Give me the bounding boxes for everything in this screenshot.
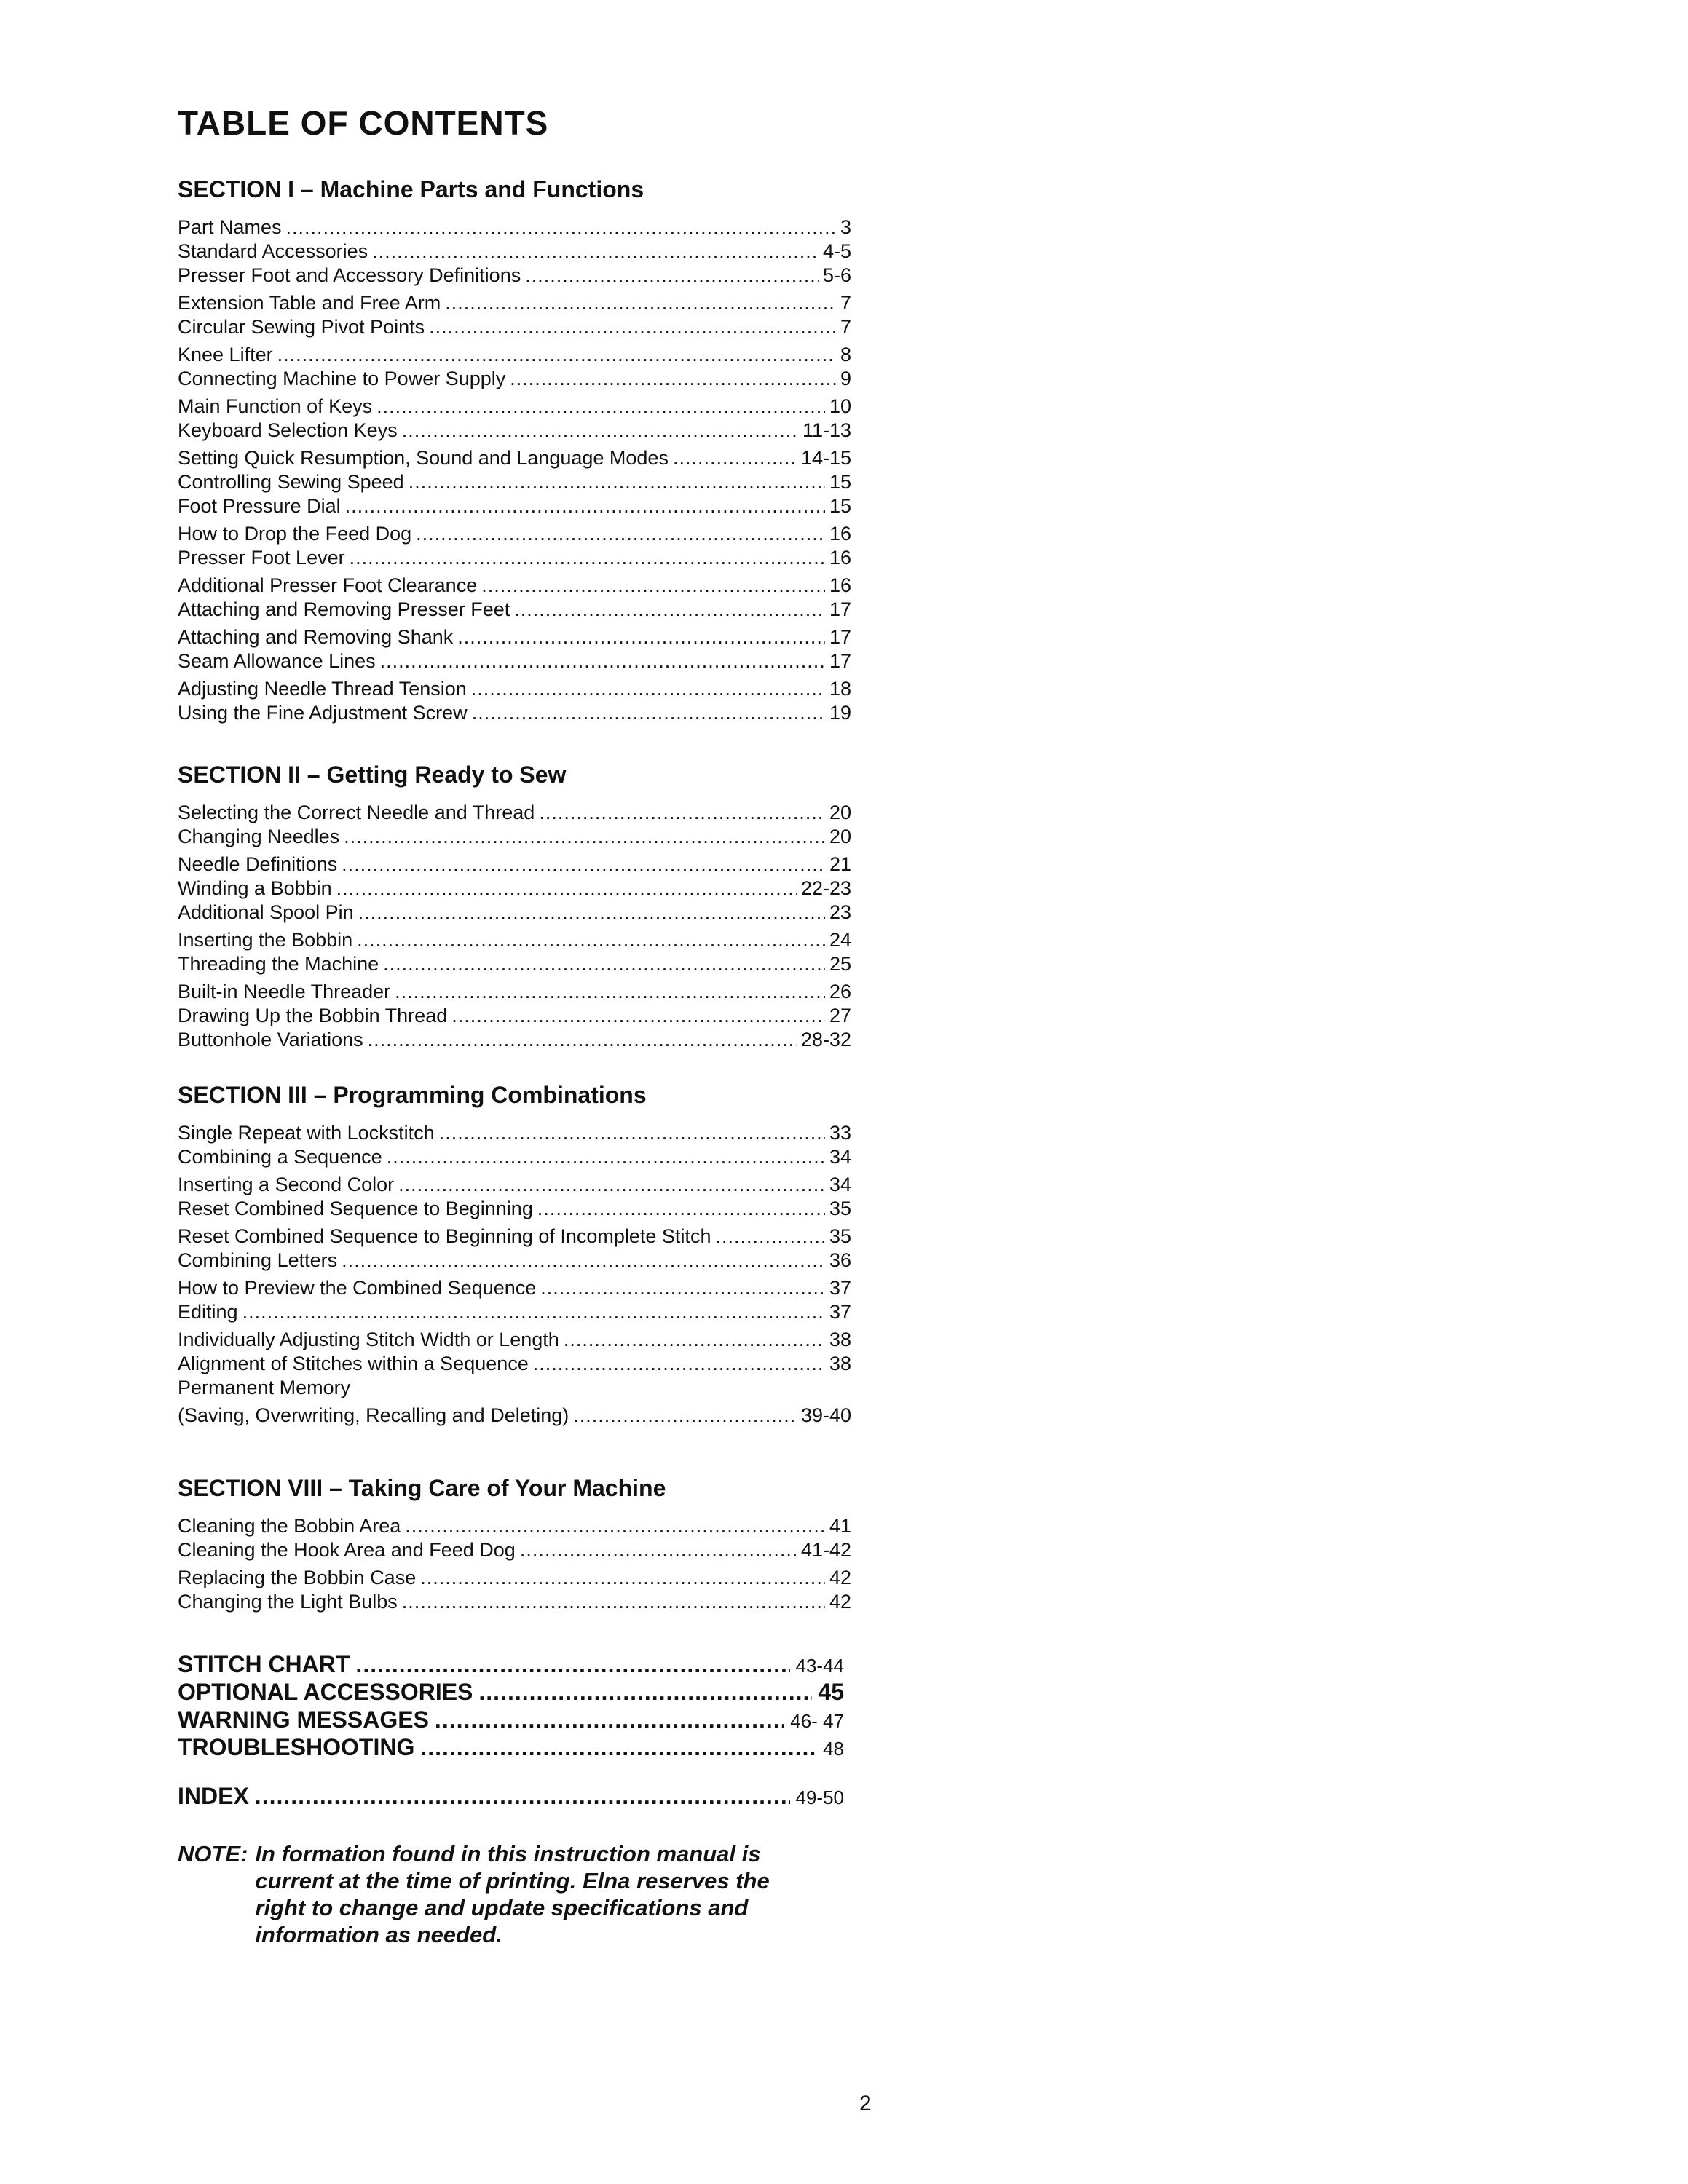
entry-label: Cleaning the Bobbin Area xyxy=(178,1515,401,1537)
entry-page: 41-42 xyxy=(800,1539,851,1561)
toc-entry[interactable] xyxy=(178,1352,851,1376)
entry-page: 16 xyxy=(829,547,851,569)
leader-dots xyxy=(277,343,836,367)
entry-page: 18 xyxy=(829,678,851,700)
toc-entry[interactable] xyxy=(178,1566,851,1590)
entry-page: 37 xyxy=(829,1301,851,1323)
leader-dots xyxy=(345,494,825,518)
entry-label: Replacing the Bobbin Case xyxy=(178,1567,417,1588)
entry-label: Threading the Machine xyxy=(178,953,379,975)
entry-page: 33 xyxy=(829,1122,851,1144)
toc-entry[interactable] xyxy=(178,1224,851,1249)
toc-entry[interactable] xyxy=(178,395,851,419)
leader-dots xyxy=(510,367,836,391)
toc-entry[interactable] xyxy=(178,1121,851,1145)
entry-label: How to Drop the Feed Dog xyxy=(178,523,412,545)
toc-entry[interactable] xyxy=(178,1173,851,1197)
entry-label: Standard Accessories xyxy=(178,240,368,262)
toc-entry[interactable] xyxy=(178,1404,851,1428)
entry-label: Changing Needles xyxy=(178,826,340,847)
toc-entry[interactable] xyxy=(178,877,851,901)
toc-entry[interactable] xyxy=(178,291,851,315)
leader-dots xyxy=(344,825,825,849)
entry-page: 35 xyxy=(829,1225,851,1247)
toc-entry-warning-messages[interactable] xyxy=(178,1706,844,1733)
toc-entry[interactable] xyxy=(178,315,851,339)
entry-label: Extension Table and Free Arm xyxy=(178,292,441,314)
entry-page: 7 xyxy=(840,292,851,314)
leader-dots xyxy=(429,315,836,339)
leader-dots xyxy=(445,291,836,315)
entry-label: (Saving, Overwriting, Recalling and Deleting) xyxy=(178,1404,569,1426)
entry-page: 42 xyxy=(829,1591,851,1613)
leader-dots xyxy=(481,574,825,598)
entry-page: 41 xyxy=(829,1515,851,1537)
leader-dots xyxy=(540,1276,825,1300)
leader-dots xyxy=(395,980,825,1004)
entry-label: Connecting Machine to Power Supply xyxy=(178,368,506,389)
toc-entry[interactable] xyxy=(178,649,851,673)
entry-label: Selecting the Correct Needle and Thread xyxy=(178,802,535,823)
leader-dots xyxy=(472,701,825,725)
entry-page: 11-13 xyxy=(802,419,851,441)
leader-dots xyxy=(416,522,825,546)
entry-label: Permanent Memory xyxy=(178,1377,351,1398)
leader-dots xyxy=(387,1145,825,1169)
toc-entry[interactable] xyxy=(178,1249,851,1273)
entry-label: Drawing Up the Bobbin Thread xyxy=(178,1005,448,1026)
entry-page: 8 xyxy=(840,344,851,365)
toc-entry[interactable] xyxy=(178,852,851,877)
leader-dots xyxy=(537,1197,825,1221)
entry-label: OPTIONAL ACCESSORIES xyxy=(178,1679,473,1705)
entry-label: STITCH CHART xyxy=(178,1651,350,1677)
entry-label: Single Repeat with Lockstitch xyxy=(178,1122,435,1144)
entry-label: Individually Adjusting Stitch Width or Length xyxy=(178,1329,559,1350)
entry-label: Additional Spool Pin xyxy=(178,901,354,923)
entry-page: 4-5 xyxy=(822,240,851,262)
entry-page: 15 xyxy=(829,495,851,517)
entry-label: Controlling Sewing Speed xyxy=(178,471,404,493)
entry-page: 45 xyxy=(818,1679,844,1705)
entry-page: 39-40 xyxy=(800,1404,851,1426)
toc-entry[interactable] xyxy=(178,1514,851,1538)
entry-label: WARNING MESSAGES xyxy=(178,1706,429,1733)
entry-page: 14-15 xyxy=(800,447,851,469)
entry-page: 38 xyxy=(829,1353,851,1374)
toc-entry[interactable] xyxy=(178,928,851,952)
entry-page: 19 xyxy=(829,702,851,724)
entry-label: Foot Pressure Dial xyxy=(178,495,341,517)
entry-page: 46- 47 xyxy=(790,1710,844,1732)
section-heading: SECTION III – Programming Combinations xyxy=(178,1082,647,1108)
toc-entry[interactable] xyxy=(178,980,851,1004)
note-text: In formation found in this instruction manual is current at the time of printing. Elna reserves the right to change and update specifications and information as needed. xyxy=(255,1841,770,1947)
entry-label: Knee Lifter xyxy=(178,344,273,365)
entry-label: Buttonhole Variations xyxy=(178,1029,363,1051)
entry-page: 17 xyxy=(829,598,851,620)
entry-page: 34 xyxy=(829,1146,851,1168)
leader-dots xyxy=(420,1566,825,1590)
section-heading: SECTION I – Machine Parts and Functions xyxy=(178,176,644,202)
entry-label: Editing xyxy=(178,1301,238,1323)
leader-dots xyxy=(376,395,825,419)
entry-page: 24 xyxy=(829,929,851,951)
leader-dots xyxy=(564,1328,825,1352)
leader-dots xyxy=(471,677,825,701)
entry-page: 35 xyxy=(829,1198,851,1219)
toc-entry[interactable] xyxy=(178,801,851,825)
leader-dots xyxy=(286,215,836,240)
entry-label: Alignment of Stitches within a Sequence xyxy=(178,1353,529,1374)
note-block xyxy=(178,1840,833,1948)
toc-entry[interactable] xyxy=(178,215,851,240)
leader-dots xyxy=(451,1004,825,1028)
entry-page: 34 xyxy=(829,1174,851,1195)
leader-dots xyxy=(336,877,797,901)
entry-label: Additional Presser Foot Clearance xyxy=(178,574,478,596)
note-lead: NOTE: xyxy=(178,1841,248,1867)
leader-dots xyxy=(439,1121,825,1145)
toc-entry-optional-accessories[interactable] xyxy=(178,1678,844,1706)
entry-page: 38 xyxy=(829,1329,851,1350)
toc-entry[interactable] xyxy=(178,901,851,925)
entry-label: INDEX xyxy=(178,1783,249,1809)
toc-entry[interactable] xyxy=(178,264,851,288)
leader-dots xyxy=(350,546,825,570)
section-3 xyxy=(178,1083,851,1428)
entry-label: Needle Definitions xyxy=(178,853,338,875)
entry-label: Inserting a Second Color xyxy=(178,1174,395,1195)
leader-dots xyxy=(357,928,825,952)
entry-page: 3 xyxy=(840,216,851,238)
leader-dots xyxy=(457,625,825,649)
toc-entry[interactable] xyxy=(178,1276,851,1300)
entry-label: Winding a Bobbin xyxy=(178,877,332,899)
toc-entry[interactable] xyxy=(178,1376,851,1400)
section-8 xyxy=(178,1476,851,1614)
leader-dots xyxy=(402,419,798,443)
entry-label: Presser Foot and Accessory Definitions xyxy=(178,264,521,286)
entry-page: 9 xyxy=(840,368,851,389)
toc-entry[interactable] xyxy=(178,494,851,518)
leader-dots xyxy=(525,264,819,288)
entry-page: 43-44 xyxy=(795,1655,844,1677)
toc-entry[interactable] xyxy=(178,240,851,264)
entry-label: Combining a Sequence xyxy=(178,1146,382,1168)
toc-entry[interactable] xyxy=(178,546,851,570)
page-title: TABLE OF CONTENTS xyxy=(178,104,549,142)
toc-entry[interactable] xyxy=(178,367,851,391)
leader-dots xyxy=(355,1650,789,1678)
leader-dots xyxy=(533,1352,825,1376)
entry-page: 49-50 xyxy=(795,1787,844,1808)
toc-entry[interactable] xyxy=(178,446,851,470)
entry-label: Combining Letters xyxy=(178,1249,338,1271)
leader-dots xyxy=(372,240,819,264)
toc-entry[interactable] xyxy=(178,825,851,849)
toc-entry[interactable] xyxy=(178,1590,851,1614)
entry-page: 20 xyxy=(829,826,851,847)
entry-label: Cleaning the Hook Area and Feed Dog xyxy=(178,1539,516,1561)
toc-entry[interactable] xyxy=(178,625,851,649)
leader-dots xyxy=(539,801,825,825)
entry-page: 21 xyxy=(829,853,851,875)
entry-page: 36 xyxy=(829,1249,851,1271)
section-heading: SECTION II – Getting Ready to Sew xyxy=(178,761,567,788)
toc-entry[interactable] xyxy=(178,419,851,443)
toc-entry-index[interactable] xyxy=(178,1782,844,1810)
entry-page: 48 xyxy=(823,1738,844,1760)
toc-entry[interactable] xyxy=(178,701,851,725)
entry-label: Presser Foot Lever xyxy=(178,547,345,569)
leader-dots xyxy=(383,952,825,976)
toc-entry[interactable] xyxy=(178,343,851,367)
entry-label: Seam Allowance Lines xyxy=(178,650,376,672)
leader-dots xyxy=(573,1404,797,1428)
leader-dots xyxy=(409,470,825,494)
index-section xyxy=(178,1782,844,1810)
leader-dots xyxy=(405,1514,825,1538)
entry-page: 5-6 xyxy=(822,264,851,286)
entry-label: Inserting the Bobbin xyxy=(178,929,353,951)
entry-label: Part Names xyxy=(178,216,282,238)
entry-page: 15 xyxy=(829,471,851,493)
toc-entry[interactable] xyxy=(178,1004,851,1028)
section-heading: SECTION VIII – Taking Care of Your Machine xyxy=(178,1475,666,1501)
section-2 xyxy=(178,763,851,1052)
leader-dots xyxy=(478,1678,812,1706)
entry-label: TROUBLESHOOTING xyxy=(178,1734,415,1760)
toc-entry[interactable] xyxy=(178,574,851,598)
toc-entry[interactable] xyxy=(178,1328,851,1352)
leader-dots xyxy=(402,1590,825,1614)
appendix-links xyxy=(178,1650,844,1761)
entry-page: 16 xyxy=(829,574,851,596)
entry-label: Adjusting Needle Thread Tension xyxy=(178,678,467,700)
leader-dots xyxy=(520,1538,797,1562)
leader-dots xyxy=(398,1173,825,1197)
toc-entry[interactable] xyxy=(178,1300,851,1324)
entry-page: 10 xyxy=(829,395,851,417)
entry-page: 20 xyxy=(829,802,851,823)
entry-label: Reset Combined Sequence to Beginning xyxy=(178,1198,533,1219)
toc-entry[interactable] xyxy=(178,598,851,622)
toc-entry-troubleshooting[interactable] xyxy=(178,1733,844,1761)
section-1 xyxy=(178,178,851,725)
entry-page: 42 xyxy=(829,1567,851,1588)
entry-page: 37 xyxy=(829,1277,851,1299)
entry-label: Keyboard Selection Keys xyxy=(178,419,398,441)
entry-page: 23 xyxy=(829,901,851,923)
toc-entry-stitch-chart[interactable] xyxy=(178,1650,844,1678)
entry-label: How to Preview the Combined Sequence xyxy=(178,1277,537,1299)
leader-dots xyxy=(435,1706,784,1733)
entry-label: Using the Fine Adjustment Screw xyxy=(178,702,468,724)
leader-dots xyxy=(358,901,825,925)
entry-label: Reset Combined Sequence to Beginning of Incomplete Stitch xyxy=(178,1225,711,1247)
entry-label: Built-in Needle Threader xyxy=(178,981,391,1002)
toc-entry[interactable] xyxy=(178,1197,851,1221)
toc-entry[interactable] xyxy=(178,1028,851,1052)
entry-label: Main Function of Keys xyxy=(178,395,373,417)
leader-dots xyxy=(242,1300,825,1324)
entry-label: Setting Quick Resumption, Sound and Language Modes xyxy=(178,447,669,469)
toc-entry[interactable] xyxy=(178,1538,851,1562)
toc-entry[interactable] xyxy=(178,677,851,701)
leader-dots xyxy=(255,1782,790,1810)
entry-label: Attaching and Removing Presser Feet xyxy=(178,598,510,620)
entry-page: 26 xyxy=(829,981,851,1002)
page-number: 2 xyxy=(859,2092,872,2116)
leader-dots xyxy=(514,598,825,622)
entry-label: Attaching and Removing Shank xyxy=(178,626,454,648)
leader-dots xyxy=(420,1733,817,1761)
toc-entry[interactable] xyxy=(178,1145,851,1169)
leader-dots xyxy=(368,1028,797,1052)
toc-entry[interactable] xyxy=(178,522,851,546)
toc-entry[interactable] xyxy=(178,952,851,976)
entry-page: 22-23 xyxy=(800,877,851,899)
leader-dots xyxy=(342,852,825,877)
leader-dots xyxy=(715,1224,824,1249)
leader-dots xyxy=(380,649,825,673)
entry-page: 17 xyxy=(829,650,851,672)
entry-page: 7 xyxy=(840,316,851,338)
leader-dots xyxy=(342,1249,825,1273)
entry-page: 27 xyxy=(829,1005,851,1026)
leader-dots xyxy=(673,446,797,470)
entry-label: Changing the Light Bulbs xyxy=(178,1591,398,1613)
entry-page: 25 xyxy=(829,953,851,975)
entry-page: 28-32 xyxy=(800,1029,851,1051)
entry-page: 17 xyxy=(829,626,851,648)
entry-page: 16 xyxy=(829,523,851,545)
toc-entry[interactable] xyxy=(178,470,851,494)
entry-label: Circular Sewing Pivot Points xyxy=(178,316,425,338)
